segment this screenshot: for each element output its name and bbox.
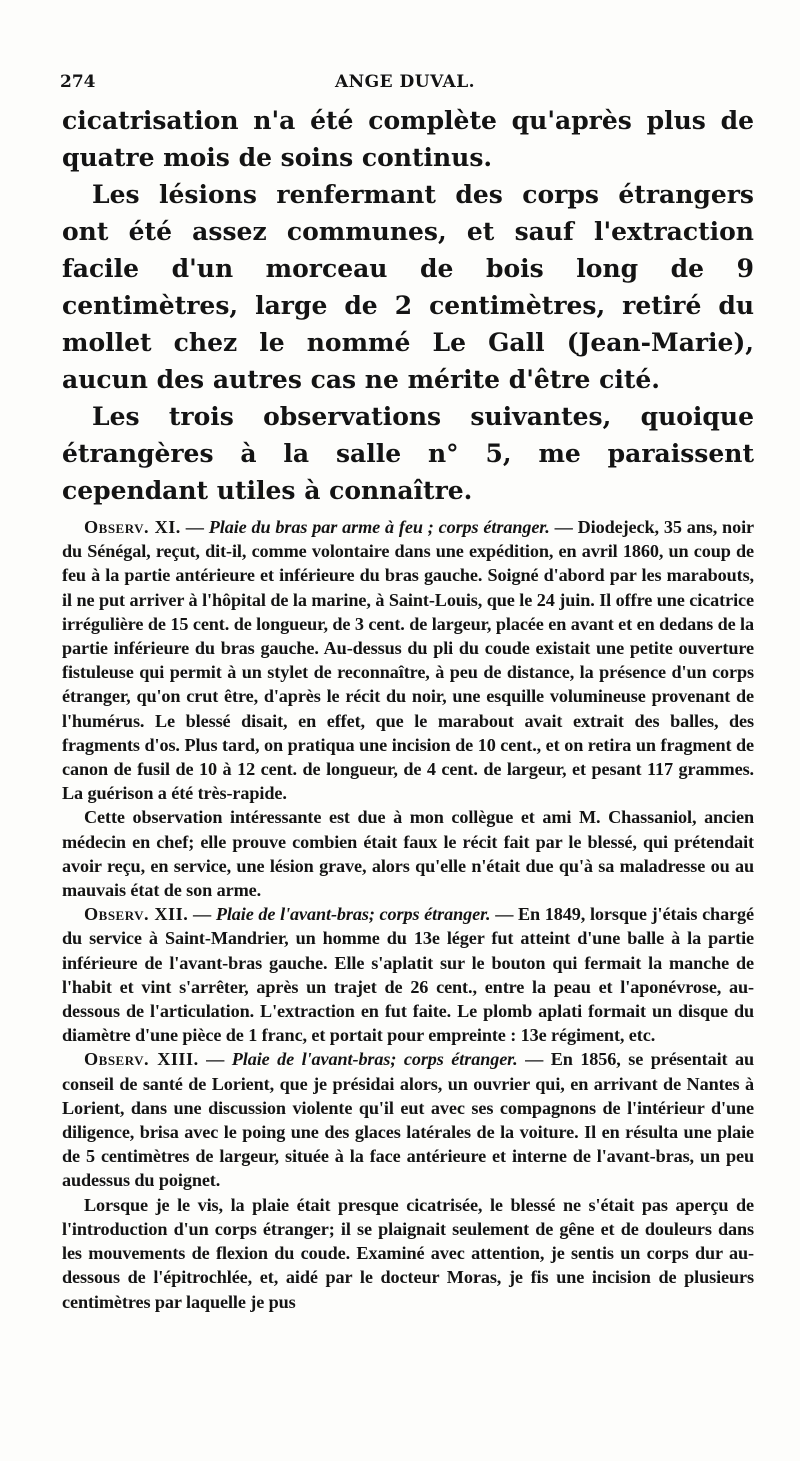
observation-paragraph: Observ. XIII. — Plaie de l'avant-bras; corps étranger. — En 1856, se présentait au conseil de santé de Lorient, que je présidai alors, un ouvrier qui, en arrivant de Nantes à Lorient, dans une discussion violente qu'il eut avec ses compagnons de l'intérieur d'une diligence, brisa avec le poing une des glaces latérales de la voiture. Il en résulta une plaie de 5 centimètres de largeur, située à la face antérieure et interne de l'avant-bras, un peu audessus du poignet. <box>62 1049 755 1191</box>
observation-paragraph: Observ. XII. — Plaie de l'avant-bras; corps étranger. — En 1849, lorsque j'étais chargé du service à Saint-Mandrier, un homme du 13e léger fut atteint d'une balle à la partie inférieure de l'avant-bras gauche. Elle s'aplatit sur le bouton qui fermait la manche de l'habit et vint s'arrêter, après un trajet de 26 cent., entre la peau et l'aponévrose, au-dessous de l'articulation. L'extraction en fut faite. Le plomb aplati formait un disque du diamètre d'une pièce de 1 franc, et portait pour empreinte : 13e régiment, etc. <box>62 904 754 1046</box>
intro-paragraph: cicatrisation n'a été complète qu'après plus de quatre mois de soins continus. <box>62 106 754 172</box>
observation-text: En 1856, se présentait au conseil de santé de Lorient, que je présidai alors, un ouvrier qui, en arrivant de Nantes à Lorient, dans une discussion violente qu'il eut avec ses compagnons de l'intérieur d'une diligence, brisa avec le poing une des glaces latérales de la voiture. Il en résulta une plaie de 5 centimètres de largeur, située à la face antérieure et interne de l'avant-bras, un peu audessus du poignet. <box>62 1049 755 1191</box>
observation-label: Observ. XI. <box>84 517 181 537</box>
observation-paragraph: Observ. XI. — Plaie du bras par arme à feu ; corps étranger. — Diodejeck, 35 ans, noir du Sénégal, reçut, dit-il, comme volontaire dans une expédition, en avril 1860, un coup de feu à la partie antérieure et inférieure du bras gauche. Soigné d'abord par les marabouts, il ne put arriver à l'hôpital de la marine, à Saint-Louis, que le 24 juin. Il offre une cicatrice irrégulière de 15 cent. de longueur, de 3 cent. de largeur, placée en avant et en dedans de la partie inférieure du bras gauche. Au-dessus du pli du coude existait une petite ouverture fistuleuse qui permit à un stylet de reconnaître, à peu de distance, la présence d'un corps étranger, qu'on crut être, d'après le récit du noir, une esquille volumineuse provenant de l'humérus. Le blessé disait, en effet, que le marabout avait extrait des balles, des fragments d'os. Plus tard, on pratiqua une incision de 10 cent., et on retira un fragment de canon de fusil de 10 à 12 cent. de longueur, de 4 cent. de largeur, et pesant 117 grammes. La guérison a été très-rapide. <box>62 517 754 804</box>
intro-paragraph: Les trois observations suivantes, quoique étrangères à la salle n° 5, me paraissent cependant utiles à connaître. <box>62 402 754 505</box>
observation-comment: Cette observation intéressante est due à mon collègue et ami M. Chassaniol, ancien médecin en chef; elle prouve combien était faux le récit fait par le blessé, qui prétendait avoir reçu, en service, une lésion grave, alors qu'elle n'était due qu'à sa maladresse ou au mauvais état de son arme. <box>62 807 754 901</box>
observation-text: Diodejeck, 35 ans, noir du Sénégal, reçut, dit-il, comme volontaire dans une expédition, en avril 1860, un coup de feu à la partie antérieure et inférieure du bras gauche. Soigné d'abord par les marabouts, il ne put arriver à l'hôpital de la marine, à Saint-Louis, que le 24 juin. Il offre une cicatrice irrégulière de 15 cent. de longueur, de 3 cent. de largeur, placée en avant et en dedans de la partie inférieure du bras gauche. Au-dessus du pli du coude existait une petite ouverture fistuleuse qui permit à un stylet de reconnaître, à peu de distance, la présence d'un corps étranger, qu'on crut être, d'après le récit du noir, une esquille volumineuse provenant de l'humérus. Le blessé disait, en effet, que le marabout avait extrait des balles, des fragments d'os. Plus tard, on pratiqua une incision de 10 cent., et on retira un fragment de canon de fusil de 10 à 12 cent. de longueur, de 4 cent. de largeur, et pesant 117 grammes. La guérison a été très-rapide. <box>62 517 754 804</box>
observation-comment: Lorsque je le vis, la plaie était presque cicatrisée, le blessé ne s'était pas aperçu de l'introduction d'un corps étranger; il se plaignait seulement de gêne et de douleurs dans les mouvements de flexion du coude. Examiné avec attention, je sentis un corps dur au-dessous de l'épitrochlée, et, aidé par le docteur Moras, je fis une incision de plusieurs centimètres par laquelle je pus <box>62 1194 754 1312</box>
observation-title: Plaie du bras par arme à feu ; corps étranger. <box>208 517 550 537</box>
page-body <box>62 102 754 1314</box>
intro-paragraph: Les lésions renfermant des corps étrangers ont été assez communes, et sauf l'extraction facile d'un morceau de bois long de 9 centimètres, large de 2 centimètres, retiré du mollet chez le nommé Le Gall (Jean-Marie), aucun des autres cas ne mérite d'être cité. <box>62 180 754 394</box>
page-header <box>60 72 750 96</box>
observation-label: Observ. XII. <box>84 904 189 925</box>
page-number: 274 <box>60 72 96 92</box>
observation-title: Plaie de l'avant-bras; corps étranger. <box>231 1049 518 1070</box>
running-title: ANGE DUVAL. <box>334 72 476 92</box>
observation-title: Plaie de l'avant-bras; corps étranger. <box>215 904 491 925</box>
observation-text: En 1849, lorsque j'étais chargé du service à Saint-Mandrier, un homme du 13e léger fut atteint d'une balle à la partie inférieure de l'avant-bras gauche. Elle s'aplatit sur le bouton qui fermait la manche de l'habit et vint s'arrêter, après un trajet de 26 cent., entre la peau et l'aponévrose, au-dessous de l'articulation. L'extraction en fut faite. Le plomb aplati formait un disque du diamètre d'une pièce de 1 franc, et portait pour empreinte : 13e régiment, etc. <box>62 904 754 1046</box>
observation-label: Observ. XIII. <box>84 1049 199 1070</box>
